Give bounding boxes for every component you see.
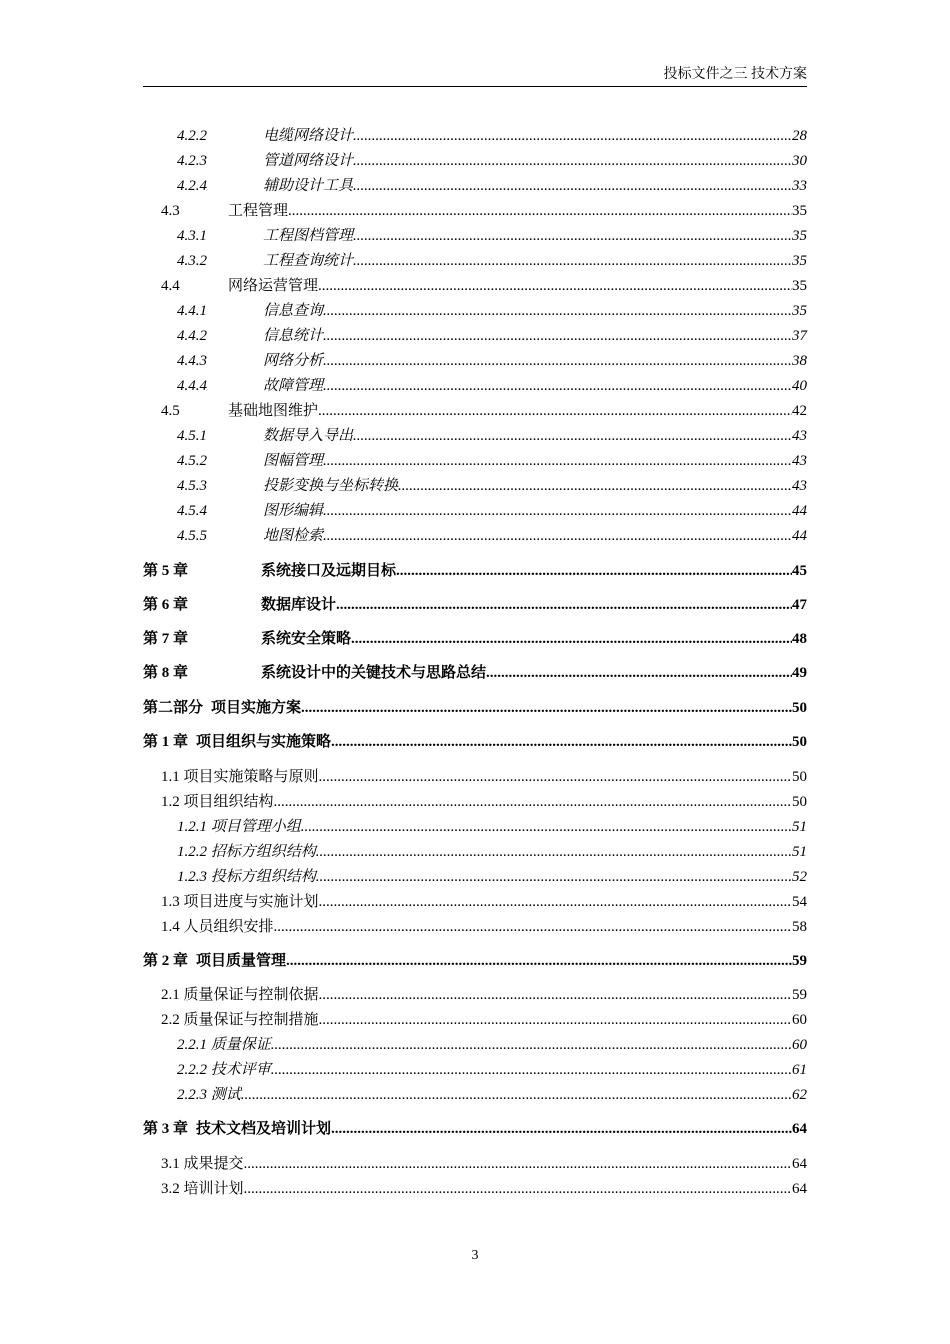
dot-leader — [353, 175, 792, 197]
toc-entry-4.3.1[interactable] — [143, 225, 807, 247]
toc-page: 35 — [792, 278, 807, 294]
toc-page: 35 — [792, 303, 807, 319]
toc-entry-4.4[interactable] — [143, 275, 807, 297]
dot-leader — [319, 891, 792, 913]
toc-number: 第 8 章 — [143, 665, 189, 681]
dot-leader — [319, 766, 792, 788]
header-title: 投标文件之三 技术方案 — [663, 67, 807, 82]
toc-entry-4.3.2[interactable] — [143, 250, 807, 272]
toc-page: 50 — [792, 794, 807, 810]
toc-title: 项目组织与实施策略 — [196, 734, 332, 750]
toc-page: 62 — [792, 1087, 807, 1103]
toc-number: 4.2.4 — [177, 178, 207, 194]
dot-leader — [288, 200, 792, 222]
toc-number: 4.3.1 — [177, 228, 207, 244]
dot-leader — [331, 731, 792, 753]
toc-entry-1.2.1[interactable] — [143, 816, 807, 838]
toc-title: 项目质量管理 — [196, 953, 287, 969]
toc-entry-1.2.3[interactable] — [143, 866, 807, 888]
toc-page: 58 — [792, 919, 807, 935]
toc-title: 信息统计 — [263, 328, 324, 344]
toc-number: 1.2.2 — [177, 844, 207, 860]
dot-leader — [323, 450, 792, 472]
toc-number: 4.2.3 — [177, 153, 207, 169]
toc-entry-4.5.5[interactable] — [143, 525, 807, 547]
toc-number: 1.2.3 — [177, 869, 207, 885]
dot-leader — [336, 594, 792, 616]
toc-page: 28 — [792, 128, 807, 144]
toc-number: 2.2 — [161, 1012, 180, 1028]
toc-entry-4.2.3[interactable] — [143, 150, 807, 172]
toc-number: 4.5.5 — [177, 528, 207, 544]
toc-page: 50 — [792, 769, 807, 785]
dot-leader — [486, 662, 792, 684]
toc-entry-1.3[interactable] — [143, 891, 807, 913]
dot-leader — [274, 791, 792, 813]
toc-page: 48 — [792, 631, 807, 647]
toc-chapter-5[interactable] — [143, 560, 807, 582]
toc-part2-chapter-3[interactable] — [143, 1118, 807, 1140]
toc-entry-4.2.2[interactable] — [143, 125, 807, 147]
toc-entry-4.5.3[interactable] — [143, 475, 807, 497]
toc-page: 54 — [792, 894, 807, 910]
toc-part-2[interactable] — [143, 697, 807, 719]
toc-chapter-8[interactable] — [143, 662, 807, 684]
toc-title: 质量保证与控制依据 — [183, 987, 319, 1003]
toc-entry-4.5.4[interactable] — [143, 500, 807, 522]
dot-leader — [353, 150, 792, 172]
toc-entry-2.1[interactable] — [143, 984, 807, 1006]
toc-number: 4.5.3 — [177, 478, 207, 494]
toc-number: 第 5 章 — [143, 563, 189, 579]
toc-number: 4.4.2 — [177, 328, 207, 344]
toc-number: 4.4.4 — [177, 378, 207, 394]
dot-leader — [271, 1034, 792, 1056]
toc-number: 4.3.2 — [177, 253, 207, 269]
toc-page: 59 — [792, 953, 807, 969]
toc-chapter-6[interactable] — [143, 594, 807, 616]
toc-page: 42 — [792, 403, 807, 419]
toc-number: 1.3 — [161, 894, 180, 910]
toc-number: 4.3 — [161, 203, 180, 219]
toc-page: 61 — [792, 1062, 807, 1078]
toc-page: 35 — [792, 253, 807, 269]
toc-title: 辅助设计工具 — [263, 178, 354, 194]
toc-entry-4.4.1[interactable] — [143, 300, 807, 322]
toc-page: 44 — [792, 528, 807, 544]
toc-entry-3.1[interactable] — [143, 1153, 807, 1175]
toc-title: 项目组织结构 — [183, 794, 274, 810]
dot-leader — [331, 1118, 792, 1140]
toc-entry-1.4[interactable] — [143, 916, 807, 938]
toc-title: 系统安全策略 — [261, 631, 352, 647]
toc-page: 60 — [792, 1037, 807, 1053]
toc-number: 2.2.2 — [177, 1062, 207, 1078]
toc-page: 51 — [792, 819, 807, 835]
toc-number: 3.2 — [161, 1181, 180, 1197]
toc-number: 1.4 — [161, 919, 180, 935]
toc-title: 工程管理 — [228, 203, 289, 219]
toc-title: 测试 — [210, 1087, 241, 1103]
toc-title: 质量保证 — [210, 1037, 271, 1053]
page-header — [143, 66, 807, 87]
toc-entry-4.2.4[interactable] — [143, 175, 807, 197]
toc-page: 40 — [792, 378, 807, 394]
dot-leader — [351, 628, 792, 650]
toc-title: 数据导入导出 — [263, 428, 354, 444]
toc-title: 工程图档管理 — [263, 228, 354, 244]
toc-title: 电缆网络设计 — [263, 128, 354, 144]
toc-number: 1.2.1 — [177, 819, 207, 835]
dot-leader — [396, 560, 792, 582]
toc-number: 第 2 章 — [143, 953, 189, 969]
toc-number: 4.4 — [161, 278, 180, 294]
toc-title: 图形编辑 — [263, 503, 324, 519]
toc-number: 4.5.2 — [177, 453, 207, 469]
toc-title: 项目进度与实施计划 — [183, 894, 319, 910]
toc-title: 工程查询统计 — [263, 253, 354, 269]
toc-page: 60 — [792, 1012, 807, 1028]
toc-entry-4.4.2[interactable] — [143, 325, 807, 347]
toc-page: 64 — [792, 1181, 807, 1197]
dot-leader — [353, 125, 792, 147]
toc-title: 项目管理小组 — [210, 819, 301, 835]
toc-page: 33 — [792, 178, 807, 194]
toc-entry-1.1[interactable] — [143, 766, 807, 788]
dot-leader — [323, 325, 792, 347]
toc-number: 3.1 — [161, 1156, 180, 1172]
toc-entry-1.2[interactable] — [143, 791, 807, 813]
dot-leader — [301, 816, 792, 838]
toc-page: 49 — [792, 665, 807, 681]
dot-leader — [301, 697, 792, 719]
toc-title: 基础地图维护 — [228, 403, 319, 419]
toc-entry-1.2.2[interactable] — [143, 841, 807, 863]
dot-leader — [319, 984, 792, 1006]
dot-leader — [271, 1059, 792, 1081]
toc-entry-2.2[interactable] — [143, 1009, 807, 1031]
toc-page: 52 — [792, 869, 807, 885]
toc-part2-chapter-2[interactable] — [143, 950, 807, 972]
toc-page: 50 — [792, 700, 807, 716]
toc-title: 成果提交 — [183, 1156, 244, 1172]
toc-entry-3.2[interactable] — [143, 1178, 807, 1200]
dot-leader — [286, 950, 792, 972]
toc-title: 地图检索 — [263, 528, 324, 544]
toc-title: 系统设计中的关键技术与思路总结 — [261, 665, 487, 681]
toc-number: 第 7 章 — [143, 631, 189, 647]
toc-page: 37 — [792, 328, 807, 344]
toc-number: 4.4.1 — [177, 303, 207, 319]
toc-page: 44 — [792, 503, 807, 519]
dot-leader — [274, 916, 792, 938]
toc-title: 故障管理 — [263, 378, 324, 394]
toc-title: 技术文档及培训计划 — [196, 1121, 332, 1137]
dot-leader — [244, 1178, 792, 1200]
dot-leader — [319, 1009, 792, 1031]
toc-title: 系统接口及远期目标 — [261, 563, 397, 579]
toc-entry-2.2.1[interactable] — [143, 1034, 807, 1056]
toc-page: 35 — [792, 203, 807, 219]
toc-title: 网络运营管理 — [228, 278, 319, 294]
toc-title: 管道网络设计 — [263, 153, 354, 169]
toc-entry-4.5[interactable] — [143, 400, 807, 422]
toc-title: 投影变换与坐标转换 — [263, 478, 399, 494]
toc-title: 技术评审 — [210, 1062, 271, 1078]
toc-title: 项目实施方案 — [211, 700, 302, 716]
toc-entry-4.4.4[interactable] — [143, 375, 807, 397]
dot-leader — [323, 350, 792, 372]
toc-number: 1.2 — [161, 794, 180, 810]
toc-page: 59 — [792, 987, 807, 1003]
toc-number: 2.1 — [161, 987, 180, 1003]
dot-leader — [353, 225, 792, 247]
toc-page: 47 — [792, 597, 807, 613]
toc-title: 质量保证与控制措施 — [183, 1012, 319, 1028]
toc-entry-4.3[interactable] — [143, 200, 807, 222]
toc-entry-4.5.1[interactable] — [143, 425, 807, 447]
toc-page: 64 — [792, 1121, 807, 1137]
toc-page: 50 — [792, 734, 807, 750]
toc-page: 38 — [792, 353, 807, 369]
toc-entry-2.2.2[interactable] — [143, 1059, 807, 1081]
toc-entry-4.4.3[interactable] — [143, 350, 807, 372]
toc-title: 人员组织安排 — [183, 919, 274, 935]
dot-leader — [353, 250, 792, 272]
toc-page: 51 — [792, 844, 807, 860]
toc-entry-4.5.2[interactable] — [143, 450, 807, 472]
toc-part2-chapter-1[interactable] — [143, 731, 807, 753]
toc-number: 第 1 章 — [143, 734, 189, 750]
toc-title: 网络分析 — [263, 353, 324, 369]
toc-page: 35 — [792, 228, 807, 244]
toc-title: 招标方组织结构 — [210, 844, 316, 860]
dot-leader — [398, 475, 792, 497]
dot-leader — [323, 500, 792, 522]
dot-leader — [318, 400, 792, 422]
toc-number: 4.5.1 — [177, 428, 207, 444]
dot-leader — [323, 300, 792, 322]
toc-title: 数据库设计 — [261, 597, 337, 613]
toc-number: 1.1 — [161, 769, 180, 785]
toc-number: 第 3 章 — [143, 1121, 189, 1137]
toc-page: 64 — [792, 1156, 807, 1172]
toc-entry-2.2.3[interactable] — [143, 1084, 807, 1106]
dot-leader — [323, 375, 792, 397]
toc-number: 4.4.3 — [177, 353, 207, 369]
toc-chapter-7[interactable] — [143, 628, 807, 650]
dot-leader — [316, 841, 792, 863]
dot-leader — [241, 1084, 792, 1106]
toc-number: 2.2.1 — [177, 1037, 207, 1053]
toc-number: 第二部分 — [143, 700, 204, 716]
toc-number: 4.5 — [161, 403, 180, 419]
toc-page: 43 — [792, 428, 807, 444]
dot-leader — [353, 425, 792, 447]
toc-number: 4.2.2 — [177, 128, 207, 144]
dot-leader — [318, 275, 792, 297]
toc-page: 43 — [792, 478, 807, 494]
toc-number: 2.2.3 — [177, 1087, 207, 1103]
toc-title: 图幅管理 — [263, 453, 324, 469]
toc-title: 信息查询 — [263, 303, 324, 319]
toc-number: 4.5.4 — [177, 503, 207, 519]
toc-title: 培训计划 — [183, 1181, 244, 1197]
toc-page: 43 — [792, 453, 807, 469]
toc-page: 30 — [792, 153, 807, 169]
page-number: 3 — [471, 1248, 479, 1263]
dot-leader — [316, 866, 792, 888]
dot-leader — [244, 1153, 792, 1175]
toc-title: 项目实施策略与原则 — [183, 769, 319, 785]
toc-page: 45 — [792, 563, 807, 579]
dot-leader — [323, 525, 792, 547]
toc-number: 第 6 章 — [143, 597, 189, 613]
toc-title: 投标方组织结构 — [210, 869, 316, 885]
